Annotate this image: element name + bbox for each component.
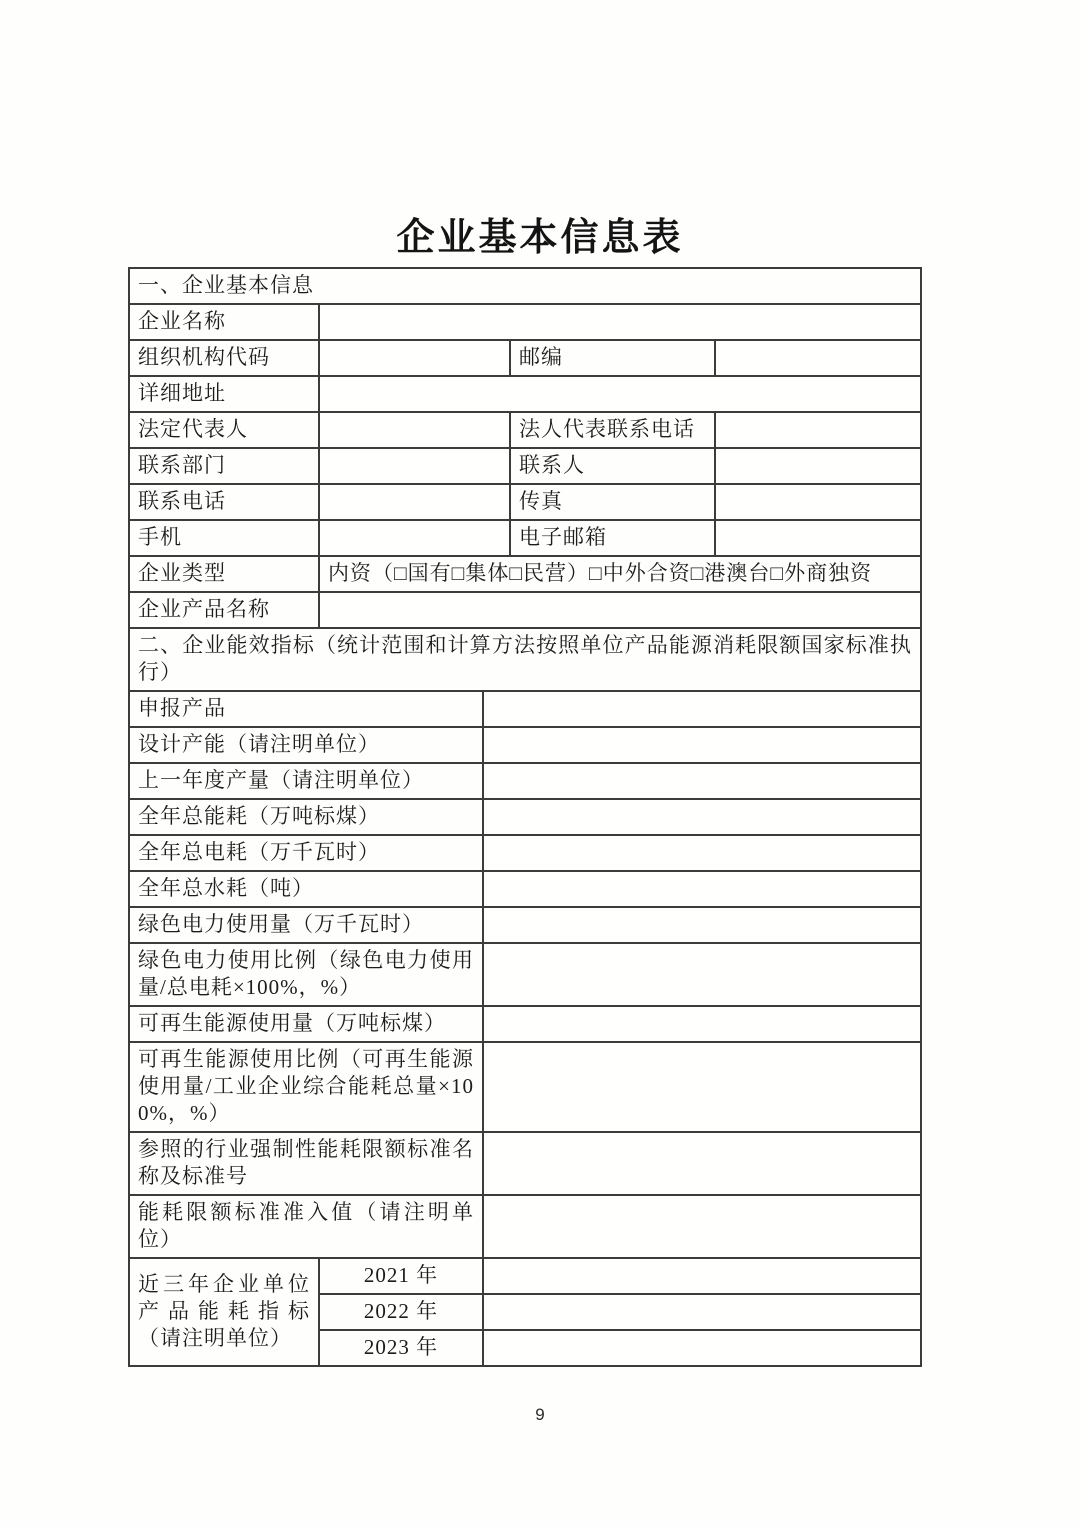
- page-number: 9: [535, 1405, 545, 1424]
- company-type-options: 内资（□国有□集体□民营）□中外合资□港澳台□外商独资: [319, 556, 921, 592]
- total-energy-value: [483, 799, 921, 835]
- reference-standard-row: [129, 1132, 921, 1195]
- legal-rep-phone-value: [715, 412, 921, 448]
- section1-header: 一、企业基本信息: [129, 268, 921, 304]
- reference-standard-label: 参照的行业强制性能耗限额标准名称及标准号: [129, 1132, 483, 1195]
- reference-standard-value: [483, 1132, 921, 1195]
- last-year-output-value: [483, 763, 921, 799]
- contact-dept-row: [129, 448, 921, 484]
- total-electricity-value: [483, 835, 921, 871]
- org-code-row: [129, 340, 921, 376]
- product-name-value: [319, 592, 921, 628]
- product-name-label: 企业产品名称: [129, 592, 319, 628]
- mobile-value: [319, 520, 510, 556]
- total-water-row: [129, 871, 921, 907]
- year-2022-label: 2022 年: [319, 1294, 483, 1330]
- renewable-ratio-row: [129, 1042, 921, 1132]
- year-2022-value: [483, 1294, 921, 1330]
- company-name-value: [319, 304, 921, 340]
- design-capacity-label: 设计产能（请注明单位）: [129, 727, 483, 763]
- renewable-ratio-value: [483, 1042, 921, 1132]
- total-electricity-label: 全年总电耗（万千瓦时）: [129, 835, 483, 871]
- mobile-row: [129, 520, 921, 556]
- total-energy-label: 全年总能耗（万吨标煤）: [129, 799, 483, 835]
- company-name-row: [129, 304, 921, 340]
- green-power-usage-value: [483, 907, 921, 943]
- page-title: 企业基本信息表: [396, 217, 684, 259]
- mobile-label: 手机: [129, 520, 319, 556]
- email-label: 电子邮箱: [510, 520, 715, 556]
- last-year-output-row: [129, 763, 921, 799]
- legal-rep-row: [129, 412, 921, 448]
- declared-product-row: [129, 691, 921, 727]
- declared-product-value: [483, 691, 921, 727]
- postcode-value: [715, 340, 921, 376]
- renewable-usage-value: [483, 1006, 921, 1042]
- legal-rep-label: 法定代表人: [129, 412, 319, 448]
- green-power-ratio-row: [129, 943, 921, 1006]
- green-power-ratio-value: [483, 943, 921, 1006]
- green-power-ratio-label: 绿色电力使用比例（绿色电力使用量/总电耗×100%，%）: [129, 943, 483, 1006]
- address-label: 详细地址: [129, 376, 319, 412]
- company-type-row: [129, 556, 921, 592]
- total-water-label: 全年总水耗（吨）: [129, 871, 483, 907]
- total-water-value: [483, 871, 921, 907]
- green-power-usage-label: 绿色电力使用量（万千瓦时）: [129, 907, 483, 943]
- last-year-output-label: 上一年度产量（请注明单位）: [129, 763, 483, 799]
- product-name-row: [129, 592, 921, 628]
- contact-dept-value: [319, 448, 510, 484]
- contact-person-value: [715, 448, 921, 484]
- contact-phone-value: [319, 484, 510, 520]
- year-2021-label: 2021 年: [319, 1258, 483, 1294]
- email-value: [715, 520, 921, 556]
- three-year-label: 近三年企业单位产品能耗指标（请注明单位）: [129, 1258, 319, 1366]
- fax-label: 传真: [510, 484, 715, 520]
- org-code-label: 组织机构代码: [129, 340, 319, 376]
- three-year-row-2021: [129, 1258, 921, 1294]
- quota-entry-value-row: [129, 1195, 921, 1258]
- year-2023-value: [483, 1330, 921, 1366]
- company-name-label: 企业名称: [129, 304, 319, 340]
- total-electricity-row: [129, 835, 921, 871]
- section2-header: 二、企业能效指标（统计范围和计算方法按照单位产品能源消耗限额国家标准执行）: [129, 628, 921, 691]
- contact-person-label: 联系人: [510, 448, 715, 484]
- enterprise-info-table: [128, 267, 922, 1367]
- year-2023-label: 2023 年: [319, 1330, 483, 1366]
- declared-product-label: 申报产品: [129, 691, 483, 727]
- quota-entry-value-label: 能耗限额标准准入值（请注明单位）: [129, 1195, 483, 1258]
- address-value: [319, 376, 921, 412]
- section1-header-row: [129, 268, 921, 304]
- green-power-usage-row: [129, 907, 921, 943]
- total-energy-row: [129, 799, 921, 835]
- design-capacity-value: [483, 727, 921, 763]
- contact-dept-label: 联系部门: [129, 448, 319, 484]
- org-code-value: [319, 340, 510, 376]
- quota-entry-value-value: [483, 1195, 921, 1258]
- fax-value: [715, 484, 921, 520]
- address-row: [129, 376, 921, 412]
- design-capacity-row: [129, 727, 921, 763]
- renewable-usage-label: 可再生能源使用量（万吨标煤）: [129, 1006, 483, 1042]
- section2-header-row: [129, 628, 921, 691]
- renewable-ratio-label: 可再生能源使用比例（可再生能源使用量/工业企业综合能耗总量×100%，%）: [129, 1042, 483, 1132]
- company-type-label: 企业类型: [129, 556, 319, 592]
- legal-rep-phone-label: 法人代表联系电话: [510, 412, 715, 448]
- year-2021-value: [483, 1258, 921, 1294]
- legal-rep-value: [319, 412, 510, 448]
- postcode-label: 邮编: [510, 340, 715, 376]
- renewable-usage-row: [129, 1006, 921, 1042]
- contact-phone-row: [129, 484, 921, 520]
- contact-phone-label: 联系电话: [129, 484, 319, 520]
